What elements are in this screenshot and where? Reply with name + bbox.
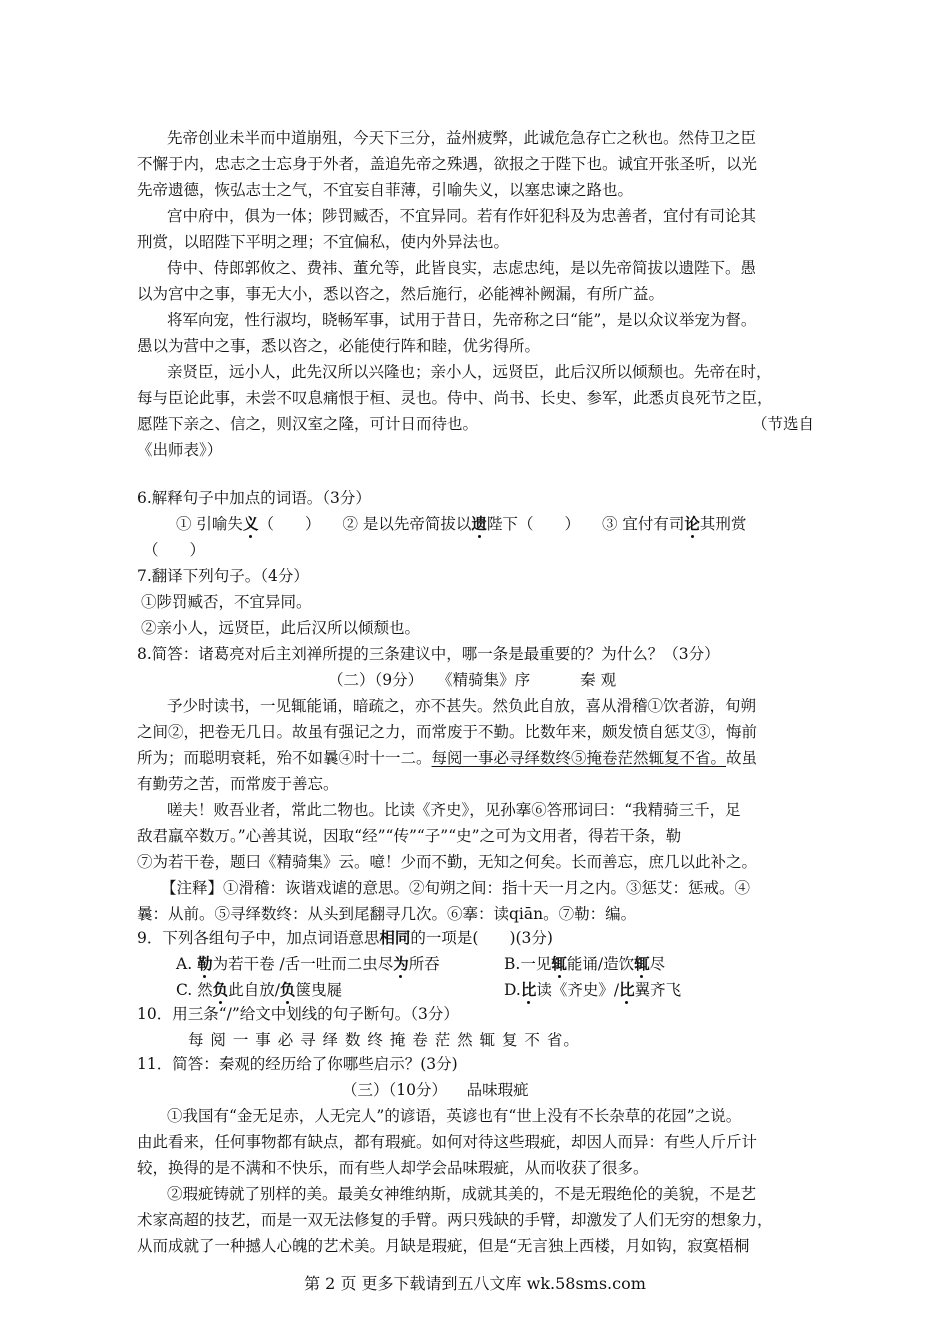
q6-item1-prefix: ① 引喻失 [176,515,243,533]
section2-heading [328,670,616,690]
q6-item2-suffix: 陛下 [486,515,518,533]
passage1-p3-line2: 以为宫中之事，事无大小，悉以咨之，然后施行，必能裨补阙漏，有所广益。 [137,285,665,303]
section2-heading-number: （二）（9分） [328,671,424,689]
q9-stem-emphasis: 相同 [379,928,411,947]
passage1-p1-line3: 先帝遗德，恢弘志士之气，不宜妄自菲薄，引喻失义，以塞忠谏之路也。 [137,181,634,199]
q9-stem-text: 9．下列各组句子中，加点词语意思 [137,929,380,947]
passage1-p2-line2: 刑赏，以昭陛下平明之理；不宜偏私，使内外异法也。 [137,233,510,251]
section3-p2-line3: 从而成就了一种撼人心魄的艺术美。月缺是瑕疵，但是“无言独上西楼，月如钩，寂寞梧桐 [137,1237,750,1255]
q9-option-d-text: 读《齐史》/ [536,981,620,999]
q9-option-d-dotted-word2: 比 [619,980,635,999]
q9-option-a-dotted-word2: 为 [393,954,409,973]
q6-item2-dotted-word: 遗 [471,514,487,533]
section3-p1-line3: 较，换得的是不满和不快乐，而有些人却学会品味瑕疵，从而收获了很多。 [137,1159,649,1177]
q9-option-b[interactable] [504,954,665,974]
q9-option-a-label: A. [176,955,198,973]
q9-option-b-dotted-word2: 辄 [634,954,650,973]
q9-option-c-label: C. 然 [176,981,213,999]
q10-stem: 10．用三条“/”给文中划线的句子断句。（3分） [137,1005,459,1023]
q6-item1-dotted-word: 义 [242,514,259,533]
q7-stem: 7.翻译下列句子。（4分） [137,567,309,585]
section2-p2-line2: 敌君羸卒数万。”心善其说，因取“经”“传”“子”“史”之可为文用者，得若干条，勒 [137,827,682,845]
q9-option-d[interactable] [504,980,681,1000]
q9-stem-tail: 的一项是( )(3分) [410,929,553,947]
q9-option-b-dotted-word1: 辄 [551,954,567,973]
section3-p1-line1: ①我国有“金无足赤，人无完人”的谚语，英谚也有“世上没有不长杂草的花园”之说。 [167,1107,742,1125]
section3-p2-line1: ②瑕疵铸就了别样的美。最美女神维纳斯，成就其美的，不是无瑕绝伦的美貌，不是艺 [167,1185,757,1203]
q9-option-c-dotted-word2: 负 [279,980,296,999]
underlined-sentence: 每阅一事必寻绎数终⑤掩卷茫然辄复不省。 [431,749,727,767]
q9-option-a-tail: 所吞 [408,955,440,973]
q7-sentence1: ①陟罚臧否，不宜异同。 [141,593,312,611]
page-footer: 第 2 页 更多下载请到五八文库 wk.58sms.com [304,1274,646,1293]
passage1-p3-line1: 侍中、侍郎郭攸之、费祎、董允等，此皆良实，志虑忠纯，是以先帝简拔以遗陛下。愚 [167,259,757,277]
q6-items [176,514,746,534]
q9-option-b-text: 能诵/造饮 [566,955,635,973]
q9-option-c-tail: 箧曳屣 [295,981,342,999]
passage1-p4-line1: 将军向宠，性行淑均，晓畅军事，试用于昔日，先帝称之曰“能”，是以众议举宠为督。 [167,311,757,329]
passage1-p1-line2: 不懈于内，忠志之士忘身于外者，盖追先帝之殊遇，欲报之于陛下也。诚宜开张圣听，以光 [137,155,758,173]
section2-p1-line3-tail: 故虽 [726,749,758,767]
q9-option-d-dotted-word1: 比 [520,980,537,999]
passage1-p5-line2: 每与臣论此事，未尝不叹息痛恨于桓、灵也。侍中、尚书、长史、参军，此悉贞良死节之臣， [137,389,773,407]
section3-heading: （三）（10分） 品味瑕疵 [342,1081,529,1099]
q6-item3-answer-blank[interactable]: （ ） [143,541,206,559]
section2-p1-line1: 予少时读书，一见辄能诵，暗疏之，亦不甚失。然负此自放，喜从滑稽①饮者游，旬朔 [167,697,757,715]
section3-p2-line2: 术家高超的技艺，而是一双无法修复的手臂。两只残缺的手臂，却激发了人们无穷的想象力， [137,1211,773,1229]
section2-heading-title: 《精骑集》序 [437,671,531,689]
section2-p2-line3: ⑦为若干卷，题曰《精骑集》云。噫！少而不勤，无知之何矣。长而善忘，庶几以此补之。 [137,853,758,871]
section2-p2-line1: 嗟夫！败吾业者，常此二物也。比读《齐史》，见孙搴⑥答邢词曰：“我精骑三千，足 [167,801,741,819]
q11-stem: 11．简答：秦观的经历给了你哪些启示？(3分) [137,1055,458,1073]
q7-sentence2: ②亲小人，远贤臣，此后汉所以倾颓也。 [141,619,421,637]
q6-item2-prefix: ② 是以先帝简拔以 [342,515,472,533]
passage1-p1-line1: 先帝创业未半而中道崩殂，今天下三分，益州疲弊，此诚危急存亡之秋也。然侍卫之臣 [167,129,757,147]
q9-option-d-label: D. [504,981,521,999]
section2-notes-line2: 曩：从前。⑤寻绎数终：从头到尾翻寻几次。⑥搴：读qiān。⑦勒：编。 [137,905,637,923]
q9-option-d-tail: 翼齐飞 [634,981,682,999]
q9-option-a-text: 为若干卷 /舌一吐而二虫尽 [212,955,394,973]
passage1-p5-line3: 愿陛下亲之、信之，则汉室之隆，可计日而待也。 [137,415,479,433]
passage1-p2-line1: 宫中府中，俱为一体；陟罚臧否，不宜异同。若有作奸犯科及为忠善者，宜付有司论其 [167,207,757,225]
q9-option-c-dotted-word1: 负 [212,980,229,999]
q6-item3-dotted-word: 论 [684,514,700,533]
section2-p1-line3 [137,748,757,768]
q6-stem: 6.解释句子中加点的词语。（3分） [137,489,371,507]
passage1-p5-line1: 亲贤臣，远小人，此先汉所以兴隆也；亲小人，远贤臣，此后汉所以倾颓也。先帝在时， [167,363,772,381]
q9-option-b-label: B.一见 [504,955,552,973]
q9-option-c[interactable] [176,980,342,1000]
q9-option-c-text: 此自放/ [228,981,280,999]
passage1-source-part2: 《出师表》） [137,441,223,459]
q9-option-b-tail: 尽 [649,955,666,973]
section2-p1-line4: 有勤劳之苦，而常废于善忘。 [137,775,339,793]
q9-stem [137,928,553,948]
q6-item2-answer-blank[interactable]: （ ） [517,515,580,533]
q8-stem: 8.简答：诸葛亮对后主刘禅所提的三条建议中，哪一条是最重要的？为什么？（3分） [137,645,720,663]
q9-option-a-dotted-word1: 勒 [197,954,213,973]
section2-p1-line2: 之间②，把卷无几日。故虽有强记之力，而常废于不勤。比数年来，颇发愤自惩艾③，悔前 [137,723,758,741]
q6-item3-suffix: 其刑赏 [699,515,747,533]
section2-notes-line1: 【注释】①滑稽：诙谐戏谑的意思。②旬朔之间：指十天一月之内。③惩艾：惩戒。④ [161,879,751,897]
q6-item3-prefix: ③ 宜付有司 [601,515,685,533]
passage1-source-part1: （节选自 [752,415,815,433]
section3-p1-line2: 由此看来，任何事物都有缺点，都有瑕疵。如何对待这些瑕疵，却因人而异：有些人斤斤计 [137,1133,758,1151]
passage1-p4-line2: 愚以为营中之事，悉以咨之，必能使行阵和睦，优劣得所。 [137,337,541,355]
q10-sentence-to-punctuate: 每 阅 一 事 必 寻 绎 数 终 掩 卷 茫 然 辄 复 不 省。 [188,1031,580,1049]
section2-heading-author: 秦 观 [580,671,617,689]
section2-p1-line3-text: 所为；而聪明衰耗，殆不如曩④时十一二。 [137,749,432,767]
q6-item1-answer-blank[interactable]: （ ） [258,515,321,533]
q9-option-a[interactable] [176,954,440,974]
